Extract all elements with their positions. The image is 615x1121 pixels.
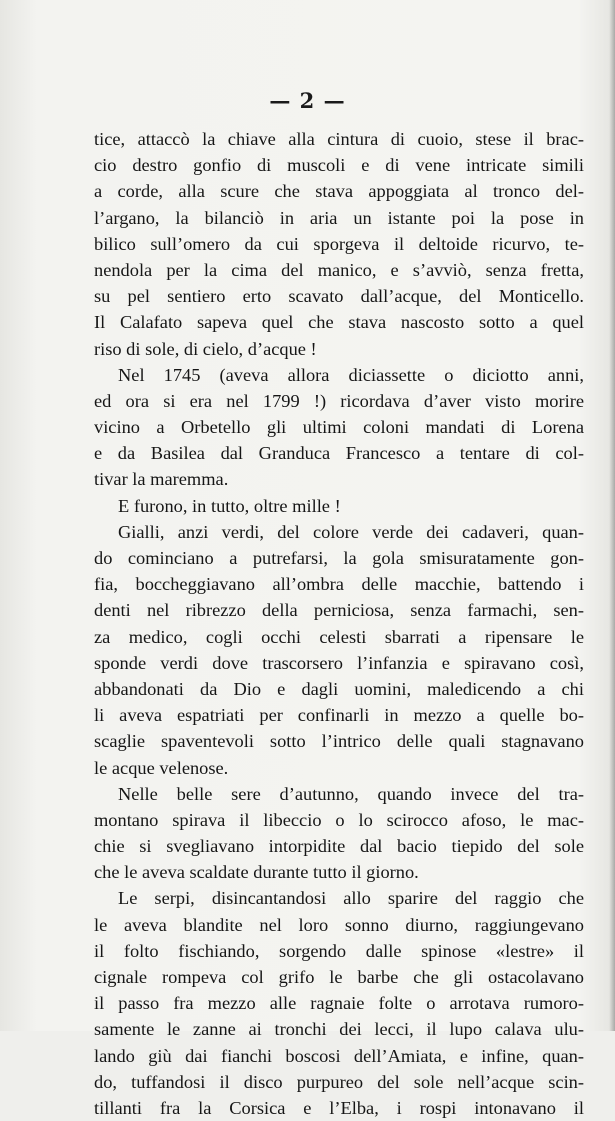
text-line: tice, attaccò la chiave alla cintura di cuoio, stese il brac- — [94, 129, 584, 149]
text-line: sponde verdi dove trascorsero l’infanzia e spiravano così, — [94, 652, 584, 673]
text-line: e da Basilea dal Granduca Francesco a tentare di col- — [94, 443, 584, 464]
text-line: nendola per la cima del manico, e s’avviò, senza fretta, — [94, 259, 584, 280]
text-line: Le serpi, disincantandosi allo sparire del raggio che — [118, 888, 584, 909]
text-line: vicino a Orbetello gli ultimi coloni mandati di Lorena — [94, 417, 584, 438]
text-line: che le aveva scaldate durante tutto il giorno. — [94, 862, 419, 883]
text-line: samente le zanne ai tronchi dei lecci, il lupo calava ulu- — [94, 1019, 584, 1040]
text-line: l’argano, la bilanciò in aria un istante poi la pose in — [94, 207, 584, 228]
text-line: tillanti fra la Corsica e l’Elba, i rospi intonavano il — [94, 1097, 584, 1118]
text-line: a corde, alla scure che stava appoggiata al tronco del- — [94, 181, 584, 202]
text-line: Nel 1745 (aveva allora diciassette o diciotto anni, — [118, 364, 584, 385]
text-line: Il Calafato sapeva quel che stava nascosto sotto a quel — [94, 312, 584, 333]
page-edge-shadow — [609, 0, 615, 1031]
text-line: Gialli, anzi verdi, del colore verde dei cadaveri, quan- — [118, 521, 584, 542]
text-line: tivar la maremma. — [94, 469, 229, 490]
text-line: le acque velenose. — [94, 757, 229, 778]
text-line: riso di sole, di cielo, d’acque ! — [94, 338, 317, 359]
text-line: cio destro gonfio di muscoli e di vene intricate simili — [94, 155, 584, 176]
text-line: za medico, cogli occhi celesti sbarrati a ripensare le — [94, 626, 584, 647]
text-line: cignale rompeva col grifo le barbe che gli ostacolavano — [94, 967, 584, 987]
text-line: do cominciano a putrefarsi, la gola smisuratamente gon- — [94, 548, 584, 568]
text-line: fia, boccheggiavano all’ombra delle macchie, battendo i — [94, 574, 584, 595]
text-line: bilico sull’omero da cui sporgeva il deltoide ricurvo, te- — [94, 233, 584, 254]
text-line: lando giù dai fianchi boscosi dell’Amiata, e infine, quan- — [94, 1045, 584, 1066]
text-line: scaglie spaventevoli sotto l’intrico delle quali stagnavano — [94, 731, 584, 752]
text-line: il folto fischiando, sorgendo dalle spinose «lestre» il — [94, 940, 584, 961]
text-line: il passo fra mezzo alle ragnaie folte o arrotava rumoro- — [94, 993, 584, 1014]
text-line: su pel sentiero erto scavato dall’acque, del Monticello. — [94, 286, 584, 307]
text-line: Nelle belle sere d’autunno, quando invece del tra- — [118, 783, 584, 804]
text-line: E furono, in tutto, oltre mille ! — [118, 495, 341, 516]
text-line: li aveva espatriati per confinarli in mezzo a quelle bo- — [94, 705, 584, 726]
page-number: — 2 — — [269, 88, 346, 113]
body-text — [94, 126, 584, 1121]
text-line: abbandonati da Dio e dagli uomini, maledicendo a chi — [94, 678, 584, 699]
text-line: chie si svegliavano intorpidite dal bacio tiepido del sole — [94, 836, 584, 857]
text-line: do, tuffandosi il disco purpureo del sole nell’acque scin- — [94, 1071, 584, 1092]
text-line: ed ora si era nel 1799 !) ricordava d’aver visto morire — [94, 390, 584, 411]
text-line: le aveva blandite nel loro sonno diurno, raggiungevano — [94, 914, 584, 935]
text-line: montano spirava il libeccio o lo scirocco afoso, le mac- — [94, 809, 584, 830]
text-line: denti nel ribrezzo della perniciosa, senza farmachi, sen- — [94, 600, 584, 621]
